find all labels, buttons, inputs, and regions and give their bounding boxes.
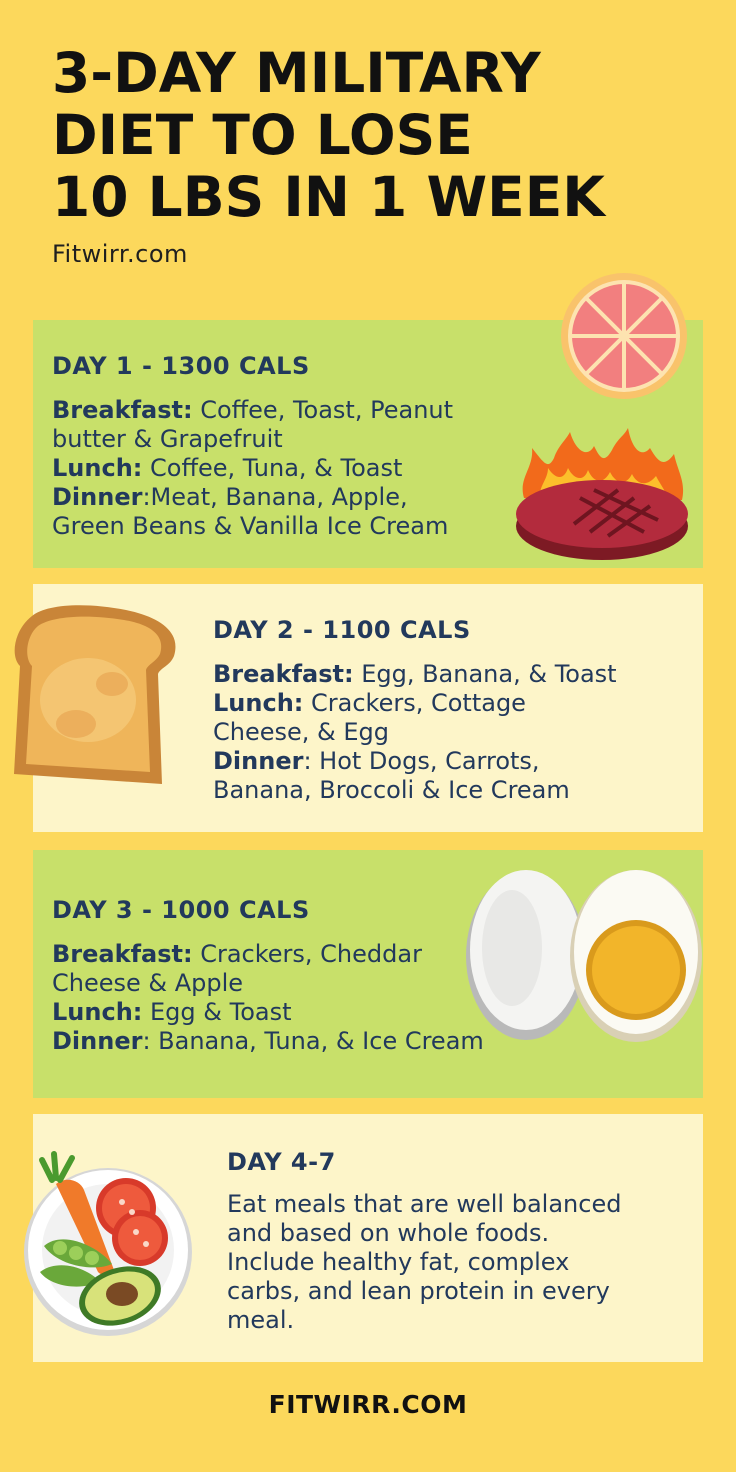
lunch-text: Coffee, Tuna, & Toast xyxy=(142,454,403,482)
day-4-7-title: DAY 4-7 xyxy=(227,1148,336,1176)
grapefruit-icon xyxy=(558,272,690,400)
site-name: Fitwirr.com xyxy=(52,240,188,268)
lunch-label: Lunch: xyxy=(52,998,143,1026)
title-line-3: 10 LBS IN 1 WEEK xyxy=(52,165,605,229)
advice-line-4: carbs, and lean protein in every xyxy=(227,1277,610,1305)
dinner-text: :Meat, Banana, Apple, xyxy=(142,483,408,511)
lunch-label: Lunch: xyxy=(52,454,143,482)
dinner-label: Dinner xyxy=(52,1027,143,1055)
breakfast-text: Egg, Banana, & Toast xyxy=(353,660,617,688)
lunch-label: Lunch: xyxy=(213,689,304,717)
lunch-text: Crackers, Cottage xyxy=(303,689,526,717)
day-2-title: DAY 2 - 1100 CALS xyxy=(213,616,471,644)
advice-line-3: Include healthy fat, complex xyxy=(227,1248,570,1276)
day-1-title: DAY 1 - 1300 CALS xyxy=(52,352,310,380)
toast-icon xyxy=(6,604,182,790)
title-line-1: 3-DAY MILITARY xyxy=(52,41,541,105)
dinner-text: : Banana, Tuna, & Ice Cream xyxy=(142,1027,484,1055)
lunch-text-2: Cheese, & Egg xyxy=(213,718,390,746)
dinner-label: Dinner xyxy=(213,747,304,775)
breakfast-label: Breakfast: xyxy=(52,396,193,424)
advice-line-1: Eat meals that are well balanced xyxy=(227,1190,622,1218)
day-3-meals xyxy=(52,940,484,1056)
dinner-label: Dinner xyxy=(52,483,143,511)
vegetable-plate-icon xyxy=(18,1150,198,1340)
breakfast-text: Crackers, Cheddar xyxy=(192,940,422,968)
advice-line-2: and based on whole foods. xyxy=(227,1219,550,1247)
breakfast-label: Breakfast: xyxy=(52,940,193,968)
advice-line-5: meal. xyxy=(227,1306,295,1334)
boiled-egg-icon xyxy=(464,852,706,1044)
breakfast-label: Breakfast: xyxy=(213,660,354,688)
breakfast-text: Coffee, Toast, Peanut xyxy=(192,396,454,424)
dinner-text-2: Green Beans & Vanilla Ice Cream xyxy=(52,512,449,540)
flaming-steak-icon xyxy=(514,428,692,562)
page-title xyxy=(52,42,692,228)
dinner-text-2: Banana, Broccoli & Ice Cream xyxy=(213,776,570,804)
day-2-meals xyxy=(213,660,617,805)
footer-site: FITWIRR.COM xyxy=(268,1390,468,1419)
lunch-text: Egg & Toast xyxy=(142,998,292,1026)
title-line-2: DIET TO LOSE xyxy=(52,103,473,167)
day-4-7-text xyxy=(227,1190,621,1335)
dinner-text: : Hot Dogs, Carrots, xyxy=(303,747,540,775)
day-3-title: DAY 3 - 1000 CALS xyxy=(52,896,310,924)
breakfast-text-2: butter & Grapefruit xyxy=(52,425,283,453)
breakfast-text-2: Cheese & Apple xyxy=(52,969,244,997)
day-1-meals xyxy=(52,396,453,541)
